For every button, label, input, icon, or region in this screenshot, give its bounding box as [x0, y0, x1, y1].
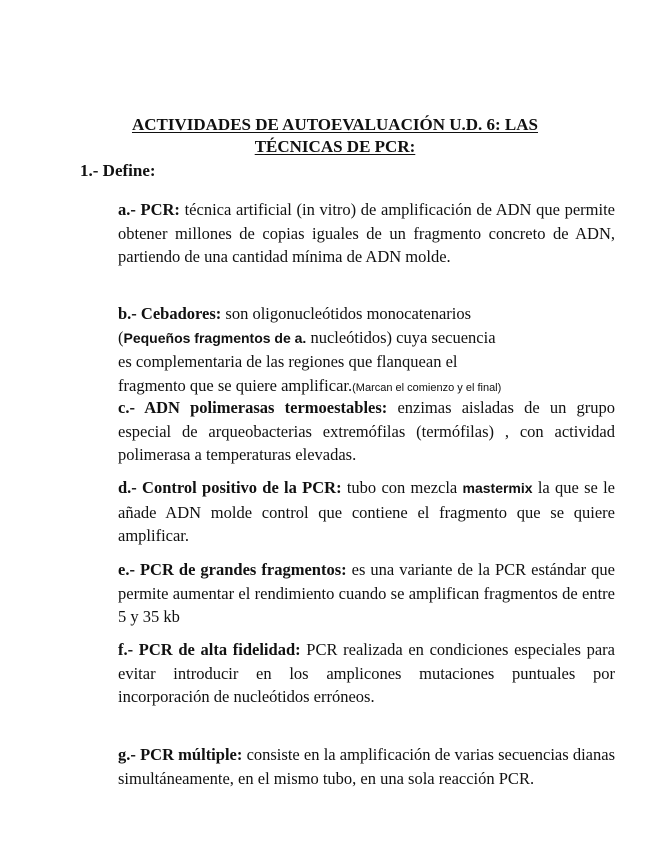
term-a: a.- PCR: [118, 200, 180, 219]
title-line-1: ACTIVIDADES DE AUTOEVALUACIÓN U.D. 6: LAS [131, 115, 539, 134]
term-e: e.- PCR de grandes fragmentos: [118, 560, 347, 579]
text-b-1: son oligonucleótidos monocatenarios [225, 304, 472, 323]
highlight-b: Pequeños fragmentos de a. [123, 329, 307, 346]
question-label: 1.- Define: [80, 161, 156, 180]
title-line-2: TÉCNICAS DE PCR: [254, 137, 416, 156]
text-g: consiste en la amplificación de varias secuencias dianas simultáneamente, en el mismo tubo, en una sola reacción PCR. [118, 745, 615, 788]
text-b-4: fragmento que se quiere amplificar. [118, 375, 353, 395]
definition-d [118, 476, 615, 548]
highlight-d: mastermix [462, 480, 533, 496]
text-d-1: tubo con mezcla [346, 478, 458, 497]
term-d: d.- Control positivo de la PCR: [118, 478, 342, 497]
definition-a [118, 198, 615, 269]
term-b: b.- Cebadores: [118, 304, 222, 323]
note-b: (Marcan el comienzo y el final) [352, 381, 502, 394]
term-f: f.- PCR de alta fidelidad: [118, 640, 301, 659]
definition-e [118, 558, 615, 629]
text-b-2: nucleótidos) cuya secuencia [310, 327, 496, 347]
text-d-2: la que se le añade ADN molde control que contiene el fragmento que se quiere amplificar. [118, 478, 616, 545]
term-c: c.- ADN polimerasas termoestables: [118, 398, 388, 417]
text-c: enzimas aisladas de un grupo especial de arqueobacterias extremófilas (termófilas) , con actividad polimerasa a temperaturas elevadas. [118, 398, 616, 464]
text-a: técnica artificial (in vitro) de amplificación de ADN que permite obtener millones de copias iguales de un fragmento concreto de ADN, partiendo de una cantidad mínima de ADN molde. [118, 200, 615, 266]
paren-open-b: ( [118, 327, 124, 347]
text-e: es una variante de la PCR estándar que permite aumentar el rendimiento cuando se amplifican fragmentos de entre 5 y 35 kb [118, 560, 615, 626]
definition-c [118, 396, 615, 467]
definition-g [118, 743, 615, 790]
text-f: PCR realizada en condiciones especiales para evitar introducir en los amplicones mutaciones puntuales por incorporación de nucleótidos erróneos. [118, 640, 616, 706]
definition-b [118, 302, 615, 400]
text-b-3: es complementaria de las regiones que flanquean el [118, 352, 458, 371]
page-title [80, 114, 590, 158]
definition-f [118, 638, 615, 709]
term-g: g.- PCR múltiple: [118, 745, 243, 764]
